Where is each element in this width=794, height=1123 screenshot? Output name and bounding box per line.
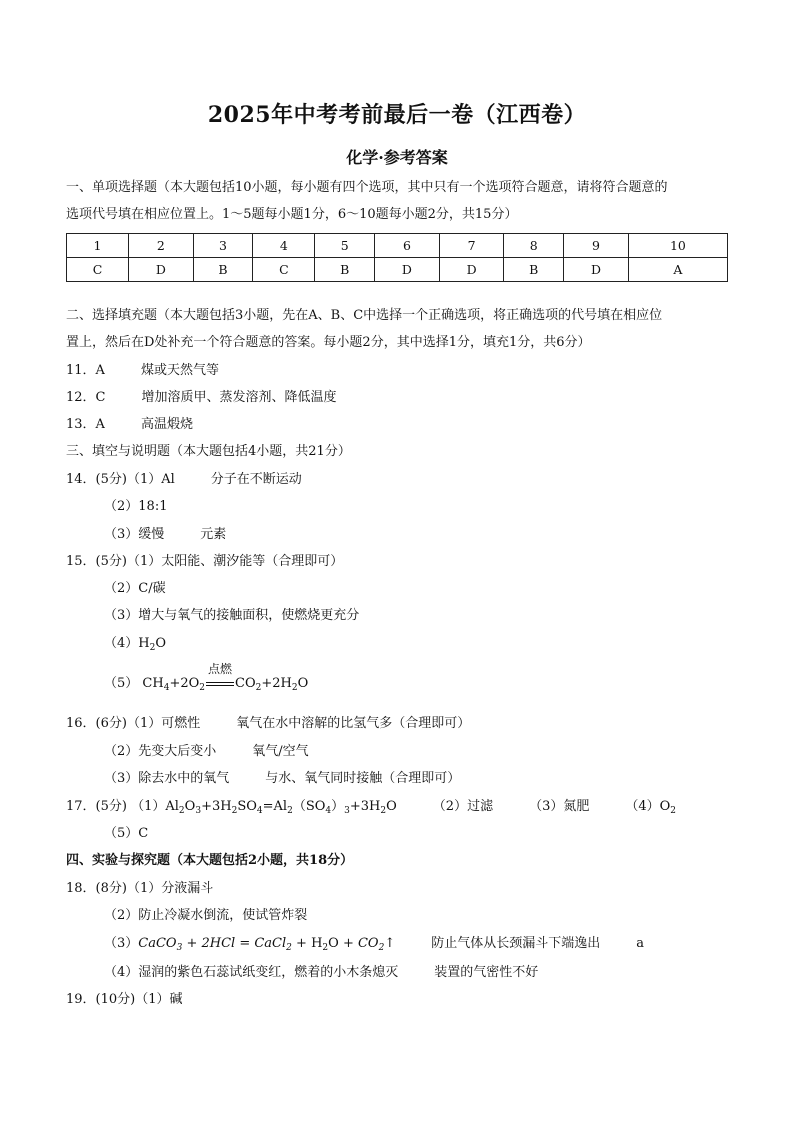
combustion-equation: $CH_4+2O_2$ 点燃 $CO_2+2H_2O$ xyxy=(142,676,308,691)
section1-heading-line2: 选项代号填在相应位置上。1～5题每小题1分，6～10题每小题2分，共15分） xyxy=(66,207,518,222)
section3-heading: 三、填空与说明题（本大题包括4小题，共21分） xyxy=(66,444,351,459)
q18-p3b: 防止气体从长颈漏斗下端逸出 xyxy=(431,936,601,951)
q17-p2: （2）过滤 xyxy=(432,799,494,814)
table-cell: B xyxy=(504,258,564,282)
table-cell: 2 xyxy=(129,234,194,258)
q16-head: 16．(6分)（1）可燃性 xyxy=(66,716,201,731)
q17-p3: （3）氮肥 xyxy=(529,799,590,814)
q19-line1: 19．(10分)（1）碱 xyxy=(66,992,183,1007)
q14-p3b: 元素 xyxy=(200,527,227,542)
q13-answer xyxy=(66,415,193,435)
table-cell: D xyxy=(375,258,440,282)
q18-p4b: 装置的气密性不好 xyxy=(434,965,539,980)
q17-p4: （4）O xyxy=(625,799,671,814)
q14-a1b: 分子在不断运动 xyxy=(210,472,302,487)
q12-text: 增加溶质甲、蒸发溶剂、降低温度 xyxy=(141,390,337,405)
table-cell: 7 xyxy=(439,234,504,258)
q14-p3a: （3）缓慢 xyxy=(104,527,165,542)
q15-line4: $(4)H_2O$ xyxy=(104,636,167,653)
q12-answer xyxy=(66,388,337,408)
q18-p3: （3） xyxy=(104,936,139,951)
table-cell: D xyxy=(129,258,194,282)
sulfuric-acid-equation: $Al_2O_3+3H_2SO_4=Al_2(SO_4)_3+3H_2O$ xyxy=(165,799,397,816)
q11-text: 煤或天然气等 xyxy=(140,363,219,378)
q11-number: 11．A xyxy=(66,363,105,378)
q13-text: 高温煅烧 xyxy=(140,417,193,432)
q18-line2: （2）防止冷凝水倒流，使试管炸裂 xyxy=(104,908,308,923)
table-cell: C xyxy=(253,258,315,282)
q18-line3: （3）CaCO$_3$ + 2HCl = CaCl$_2$ + $H_2O$ + $CO_2↑$ 防止气体从长颈漏斗下端逸出 a xyxy=(104,936,645,953)
q12-number: 12．C xyxy=(66,390,106,405)
q11-answer xyxy=(66,361,219,381)
table-cell: 10 xyxy=(628,234,727,258)
section2-heading-line2: 置上，然后在D处补充一个符合题意的答案。每小题2分，其中选择1分，填充1分，共6分） xyxy=(66,335,591,350)
table-cell: 3 xyxy=(193,234,253,258)
table-cell: 5 xyxy=(315,234,375,258)
q15-line2: （2）C/碳 xyxy=(104,581,166,596)
table-cell: 9 xyxy=(564,234,629,258)
q16-line1 xyxy=(66,714,470,734)
q15-line1: 15．(5分)（1）太阳能、潮汐能等（合理即可） xyxy=(66,554,344,569)
q14-line2: （2）18:1 xyxy=(104,499,168,514)
q18-p3c: a xyxy=(636,936,645,951)
q16-p2a: （2）先变大后变小 xyxy=(104,744,217,759)
q16-p2b: 氧气/空气 xyxy=(252,744,309,759)
table-cell: D xyxy=(564,258,629,282)
q14-line3 xyxy=(104,525,226,545)
section2-heading-line1: 二、选择填充题（本大题包括3小题，先在A、B、C中选择一个正确选项，将正确选项的代号填在相应位 xyxy=(66,308,663,323)
table-cell: C xyxy=(67,258,129,282)
q15-line3: （3）增大与氧气的接触面积，使燃烧更充分 xyxy=(104,608,360,623)
q15-p4b: O xyxy=(155,636,167,651)
q13-number: 13．A xyxy=(66,417,105,432)
section1-heading-line1: 一、单项选择题（本大题包括10小题，每小题有四个选项，其中只有一个选项符合题意，请将符合题意的 xyxy=(66,180,668,195)
page-title: 2025年中考考前最后一卷（江西卷） xyxy=(207,102,587,128)
q15-p4: （4）H xyxy=(104,636,150,651)
q17-line1: 17．(5分) $(1)Al_2O_3+3H_2SO_4=Al_2(SO_4)_3+3H_2O$ （2）过滤 （3）氮肥 $(4)O_2$ xyxy=(66,799,677,816)
table-cell: 6 xyxy=(375,234,440,258)
answer-table-answer-row xyxy=(67,258,728,282)
table-cell: 1 xyxy=(67,234,129,258)
q16-a1b: 氧气在水中溶解的比氢气多（合理即可） xyxy=(236,716,471,731)
table-cell: 8 xyxy=(504,234,564,258)
limestone-equation: CaCO$_3$ + 2HCl = CaCl$_2$ + xyxy=(138,936,312,953)
q14-line1 xyxy=(66,470,302,490)
table-cell: 4 xyxy=(253,234,315,258)
q17-head: 17．(5分) （1） xyxy=(66,799,166,814)
answer-table-number-row xyxy=(67,234,728,258)
equation-condition: 点燃 xyxy=(208,662,233,676)
q18-p4a: （4）湿润的紫色石蕊试纸变红，燃着的小木条熄灭 xyxy=(104,965,399,980)
q15-p5: （5） xyxy=(104,676,139,691)
q18-line1: 18．(8分)（1）分液漏斗 xyxy=(66,881,214,896)
q14-head: 14．(5分)（1）Al xyxy=(66,472,175,487)
table-cell: B xyxy=(315,258,375,282)
q18-line4 xyxy=(104,963,538,983)
table-cell: A xyxy=(628,258,727,282)
table-cell: B xyxy=(193,258,253,282)
q17-line2: （5）C xyxy=(104,826,149,841)
q16-p3b: 与水、氧气同时接触（合理即可） xyxy=(265,771,461,786)
section4-heading: 四、实验与探究题（本大题包括2小题，共18分） xyxy=(66,853,354,868)
q16-line3 xyxy=(104,769,460,789)
table-cell: D xyxy=(439,258,504,282)
answer-table xyxy=(66,233,728,282)
q16-line2 xyxy=(104,742,309,762)
page-subtitle: 化学·参考答案 xyxy=(346,148,448,167)
q15-line5 xyxy=(104,662,309,698)
q16-p3a: （3）除去水中的氧气 xyxy=(104,771,230,786)
